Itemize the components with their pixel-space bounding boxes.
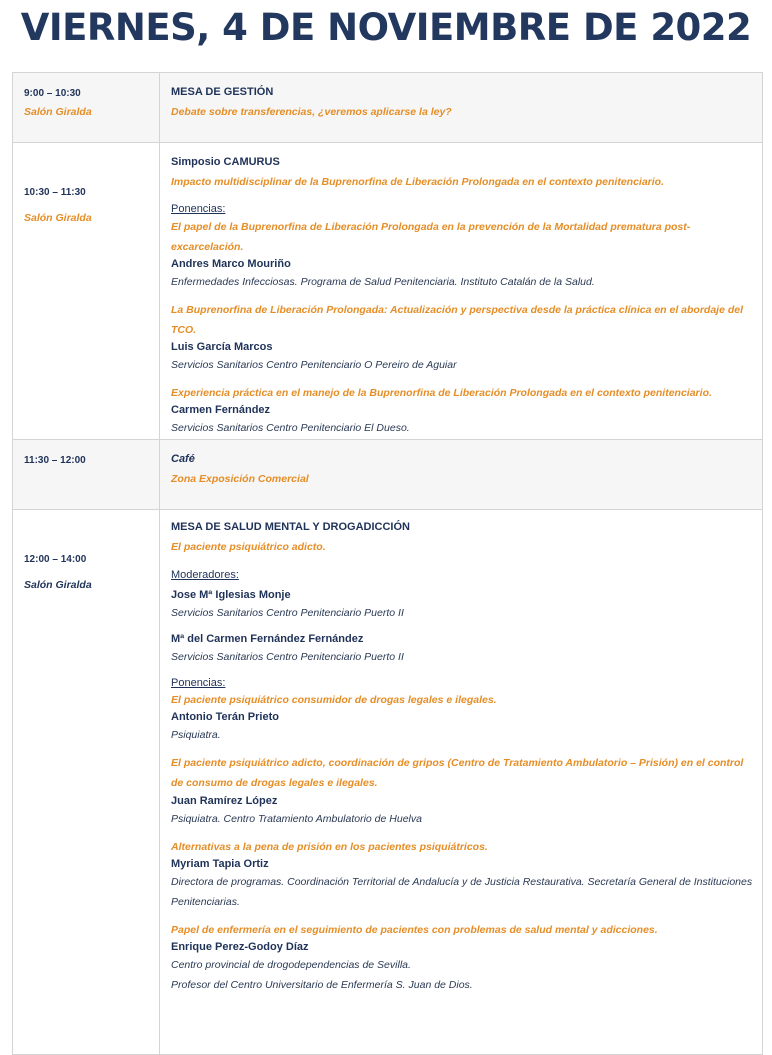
session-content [160,510,763,1055]
moderator-affiliation: Servicios Sanitarios Centro Penitenciario Puerto II [171,651,404,663]
session-place: Salón Giralda [24,106,92,118]
speaker-affiliation: Psiquiatra. Centro Tratamiento Ambulatorio de Huelva [171,813,422,825]
session-subtitle: Impacto multidisciplinar de la Buprenorfina de Liberación Prolongada en el contexto penitenciario. [171,176,665,188]
speaker-affiliation: Directora de programas. Coordinación Territorial de Andalucía y de Justicia Restaurativa. Secretaría General de Instituciones Penitenciarias. [171,876,753,908]
time-cell [13,143,160,440]
talk-title: El paciente psiquiátrico consumidor de drogas legales e ilegales. [171,694,497,706]
speaker-affiliation: Servicios Sanitarios Centro Penitenciario El Dueso. [171,422,410,434]
talk-title: La Buprenorfina de Liberación Prolongada: Actualización y perspectiva desde la práctica clínica en el abordaje del TCO. [171,304,744,336]
speaker-name: Juan Ramírez López [171,795,278,807]
speaker-affiliation: Centro provincial de drogodependencias de Sevilla. [171,959,411,971]
session-title: Simposio CAMURUS [171,156,280,168]
session-title: Café [171,453,195,465]
speaker-name: Myriam Tapia Ortiz [171,858,269,870]
speaker-name: Luis García Marcos [171,341,273,353]
moderator-name: Jose Mª Iglesias Monje [171,589,291,601]
talk-title: El paciente psiquiátrico adicto, coordinación de gripos (Centro de Tratamiento Ambulatorio – Prisión) en el control de consumo de drogas legales e ilegales. [171,757,744,789]
session-content [160,73,763,143]
session-content [160,143,763,440]
speaker-affiliation-2: Profesor del Centro Universitario de Enfermería S. Juan de Dios. [171,979,473,991]
schedule-row [13,440,763,510]
talk-title: Papel de enfermería en el seguimiento de pacientes con problemas de salud mental y adicciones. [171,924,658,936]
page-title: VIERNES, 4 DE NOVIEMBRE DE 2022 [20,6,752,49]
session-time: 9:00 – 10:30 [24,88,81,99]
session-subtitle: Debate sobre transferencias, ¿veremos aplicarse la ley? [171,106,452,118]
session-time: 12:00 – 14:00 [24,554,87,565]
speaker-name: Antonio Terán Prieto [171,711,279,723]
session-title: MESA DE GESTIÓN [171,86,274,98]
talk-title: El papel de la Buprenorfina de Liberación Prolongada en la prevención de la Mortalidad prematura post-excarcelación. [171,221,691,253]
session-subtitle: El paciente psiquiátrico adicto. [171,541,326,553]
talk-title: Alternativas a la pena de prisión en los pacientes psiquiátricos. [171,841,488,853]
moderator-affiliation: Servicios Sanitarios Centro Penitenciario Puerto II [171,607,404,619]
speaker-affiliation: Psiquiatra. [171,729,221,741]
session-title: MESA DE SALUD MENTAL Y DROGADICCIÓN [171,521,410,533]
session-subtitle: Zona Exposición Comercial [171,473,309,485]
session-content [160,440,763,510]
time-cell [13,440,160,510]
session-time: 11:30 – 12:00 [24,455,86,466]
time-cell [13,510,160,1055]
ponencias-label: Ponencias: [171,203,226,215]
schedule-table [12,72,763,1055]
session-place: Salón Giralda [24,212,92,224]
speaker-affiliation: Servicios Sanitarios Centro Penitenciario O Pereiro de Aguiar [171,359,457,371]
moderadores-label: Moderadores: [171,569,239,581]
moderator-name: Mª del Carmen Fernández Fernández [171,633,364,645]
speaker-name: Carmen Fernández [171,404,271,416]
time-cell [13,73,160,143]
speaker-name: Enrique Perez-Godoy Díaz [171,941,309,953]
session-place: Salón Giralda [24,579,92,591]
talk-title: Experiencia práctica en el manejo de la Buprenorfina de Liberación Prolongada en el contexto penitenciario. [171,387,712,399]
ponencias-label: Ponencias: [171,677,226,689]
speaker-affiliation: Enfermedades Infecciosas. Programa de Salud Penitenciaria. Instituto Catalán de la Salud. [171,276,595,288]
session-time: 10:30 – 11:30 [24,187,86,198]
schedule-row [13,510,763,1055]
speaker-name: Andres Marco Mouriño [171,258,291,270]
schedule-row [13,73,763,143]
schedule-row [13,143,763,440]
